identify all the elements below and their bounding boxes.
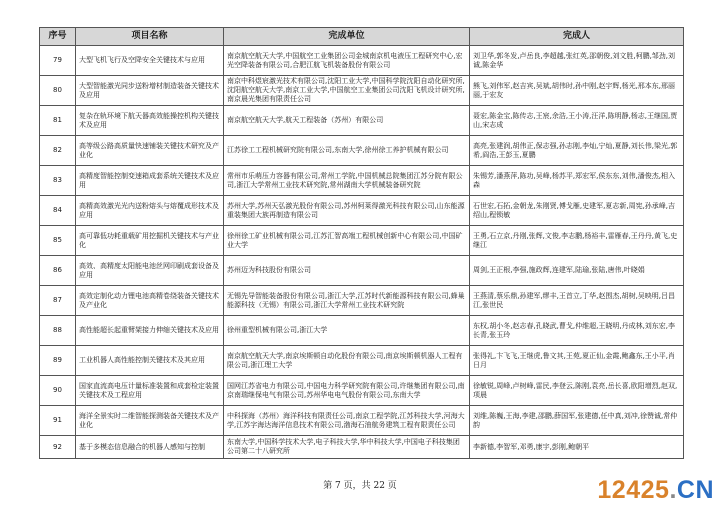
completing-people-cell: 周剑,王正根,李强,施政辉,连建军,陆瑜,张陆,唐伟,叶晓娟 [470,256,684,286]
table-row [40,376,684,406]
table-row [40,286,684,316]
project-name-cell: 高可靠低功耗重载矿用挖掘机关键技术与产业化 [76,226,224,256]
row-index: 88 [40,316,76,346]
row-index: 87 [40,286,76,316]
completing-people-cell: 聂宏,陈金宝,陈传志,王宸,余浩,王小涛,汪洋,陈明静,杨志,王继国,贾山,宋志成 [470,106,684,136]
table-row [40,406,684,436]
completing-units-cell: 徐州重型机械有限公司,浙江大学 [224,316,470,346]
completing-people-cell: 张得礼,卞飞飞,王继虎,鲁文其,王苑,夏正仙,金霞,鲍鑫东,王小平,肖日月 [470,346,684,376]
completing-people-cell: 石世宏,石拓,金朝龙,朱刚贤,傅戈雁,史建军,夏志新,周宪,孙承峰,吉绍山,程锁敏 [470,196,684,226]
row-index: 85 [40,226,76,256]
project-name-cell: 国家直流高电压计量标准装置和成套检定装置关键技术及工程应用 [76,376,224,406]
completing-units-cell: 东南大学,中国科学技术大学,电子科技大学,华中科技大学,中国电子科技集团公司第二十八研究所 [224,436,470,459]
project-name-cell: 工业机器人高性能控制关键技术及其应用 [76,346,224,376]
watermark-dot: . [669,476,677,504]
completing-units-cell: 苏州迈为科技股份有限公司 [224,256,470,286]
row-index: 83 [40,166,76,196]
table-row [40,166,684,196]
row-index: 92 [40,436,76,459]
project-name-cell: 高性能超长起重臂架接力伸缩关键技术及应用 [76,316,224,346]
completing-people-cell: 王燕清,蔡乐鼎,孙建军,缪丰,王首立,丁华,赵围杰,胡树,吴映明,吕昌江,张世民 [470,286,684,316]
table-row [40,136,684,166]
completing-people-cell: 徐敏锐,周峰,卢树峰,雷民,李登云,陈刚,袁亮,岳长喜,欧阳增烈,赵双,项晨 [470,376,684,406]
site-watermark-logo [597,476,714,505]
table-row [40,436,684,459]
project-name-cell: 高精度智能控制变速箱成套系统关键技术及应用 [76,166,224,196]
table-row [40,316,684,346]
row-index: 91 [40,406,76,436]
table-row [40,106,684,136]
table-row [40,76,684,106]
completing-people-cell: 熊飞,刘伟军,赵吉宾,吴斌,胡伟时,孙中刚,赵宇辉,杨光,邢本东,邢丽丽,于宏友 [470,76,684,106]
header-index: 序号 [40,28,76,46]
completing-people-cell: 王勇,石立京,丹刚,张辉,文俊,李志鹏,杨裕丰,雷雁春,王丹丹,黄飞,史继江 [470,226,684,256]
project-name-cell: 大型飞机飞行及空降安全关键技术与应用 [76,46,224,76]
completing-units-cell: 常州市乐萌压力容器有限公司,常州工学院,中国机械总院集团江苏分院有限公司,浙江大学常州工业技术研究院,常州湖南大学机械装备研究院 [224,166,470,196]
watermark-domain: CN [676,476,714,504]
completing-people-cell: 刘卫华,郭冬发,卢岳良,李超越,张红英,邵朝俊,刘文胜,柯鹏,邹劲,刘诚,陈金华 [470,46,684,76]
project-name-cell: 复杂在轨环境下航天器高效能操控机构关键技术及应用 [76,106,224,136]
completing-people-cell: 李新德,李智军,邓勇,康宇,彭刚,鲍朝平 [470,436,684,459]
row-index: 90 [40,376,76,406]
completing-units-cell: 无锡先导智能装备股份有限公司,浙江大学,江苏时代新能源科技有限公司,蜂巢能源科技（无锡）有限公司,浙江大学常州工业技术研究院 [224,286,470,316]
project-name-cell: 高等级公路高质量快速铺装关键技术研究及产业化 [76,136,224,166]
header-completing-people: 完成人 [470,28,684,46]
table-row [40,346,684,376]
project-name-cell: 大型智能激光同步送粉增材制造装备关键技术及应用 [76,76,224,106]
table-row [40,226,684,256]
row-index: 86 [40,256,76,286]
row-index: 82 [40,136,76,166]
table-row [40,196,684,226]
project-name-cell: 基于多模态信息融合的机器人感知与控制 [76,436,224,459]
page-number-footer: 第 7 页，共 22 页 [323,481,397,491]
project-name-cell: 高效定制化动力锂电池高精卷绕装备关键技术及产业化 [76,286,224,316]
row-index: 80 [40,76,76,106]
completing-people-cell: 东权,胡小冬,赵志春,孔晓武,曹戈,仲维超,王晓明,丹成林,刘东宏,李长青,张玉玲 [470,316,684,346]
completing-units-cell: 江苏徐工工程机械研究院有限公司,东南大学,徐州徐工养护机械有限公司 [224,136,470,166]
completing-units-cell: 徐州徐工矿业机械有限公司,江苏汇智高端工程机械创新中心有限公司,中国矿业大学 [224,226,470,256]
project-name-cell: 海洋全景实时二维智能探测装备关键技术及产业化 [76,406,224,436]
completing-people-cell: 高亮,张建润,胡伟正,保志强,孙志刚,李灿,宁灿,夏静,刘长伟,梁光,郭希,阎浩,王彭玉,夏鹏 [470,136,684,166]
row-index: 79 [40,46,76,76]
row-index: 81 [40,106,76,136]
table-header-row [40,28,684,46]
completing-units-cell: 南京航空航天大学,航天工程装备（苏州）有限公司 [224,106,470,136]
table-row [40,256,684,286]
completing-units-cell: 南京中科煜宸激光技术有限公司,沈阳工业大学,中国科学院沈阳自动化研究所,沈阳航空航天大学,南京工业大学,中国航空工业集团公司沈阳飞机设计研究所,南京晨光集团有限责任公司 [224,76,470,106]
completing-units-cell: 南京航空航天大学,南京埃斯顿自动化股份有限公司,南京埃斯顿机器人工程有限公司,浙江理工大学 [224,346,470,376]
completing-units-cell: 中科探海（苏州）海洋科技有限责任公司,南京工程学院,江苏科技大学,河海大学,江苏字海达海洋信息技术有限公司,渤海石油航务建筑工程有限责任公司 [224,406,470,436]
header-project-name: 项目名称 [76,28,224,46]
completing-people-cell: 朱锡芳,潘燕萍,陈功,吴峰,杨苏平,郑宏军,侯东东,刘伟,潘俊杰,相入森 [470,166,684,196]
row-index: 89 [40,346,76,376]
watermark-number: 12425 [597,476,670,504]
completing-units-cell: 苏州大学,苏州天弘激光股份有限公司,苏州柯莱得激光科技有限公司,山东能源重装集团大族再制造有限公司 [224,196,470,226]
completing-units-cell: 南京航空航天大学,中国航空工业集团公司金城南京机电液压工程研究中心,宏光空降装备有限公司,合肥江航飞机装备股份有限公司 [224,46,470,76]
row-index: 84 [40,196,76,226]
project-name-cell: 高效、高精度太阳能电池丝网印刷成套设备及应用 [76,256,224,286]
completing-units-cell: 国网江苏省电力有限公司,中国电力科学研究院有限公司,许继集团有限公司,南京南瑞继保电气有限公司,苏州华电电气股份有限公司,东南大学 [224,376,470,406]
project-name-cell: 高精高效激光光内送粉熔头与熔覆成形技术及应用 [76,196,224,226]
header-completing-units: 完成单位 [224,28,470,46]
table-row [40,46,684,76]
completing-people-cell: 刘维,陈巍,王海,李建,邵鹏,薛国军,张建德,任中真,刘冲,徐赞诚,常仲韵 [470,406,684,436]
awards-table [39,27,684,459]
